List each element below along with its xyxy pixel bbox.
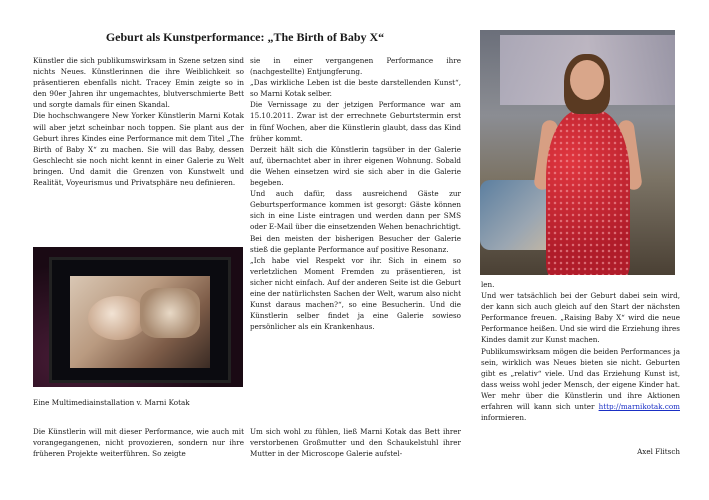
column-2-bottom [250,426,461,459]
column-1-bottom [33,426,244,459]
paragraph: Und auch dafür, dass ausreichend Gäste zur Geburtsperformance kommen ist gesorgt: Gäste können sich in eine Liste eintragen und werden dann per SMS oder E-Mail über die einsetzenden Wehen benachrichtigt. [250,189,461,232]
paragraph: Die hochschwangere New Yorker Künstlerin Marni Kotak will aber jetzt scheinbar noch toppen. Sie plant aus der Geburt ihres Kindes eine Performance mit dem Titel „The Birth of Baby X“ zu machen. Sie will das Baby, dessen Geschlecht sie noch nicht kennt in einer Galerie zu Welt bringen. Und damit die Grenzen von Kunstwelt und Realität, Voyeurismus und Privatsphäre neu definieren. [33,111,244,188]
photo-caption: Eine Multimediainstallation v. Marni Kotak [33,398,190,407]
paragraph: Um sich wohl zu fühlen, ließ Marni Kotak das Bett ihrer verstorbenen Großmutter und den Schaukelstuhl ihrer Mutter in der Microscope Galerie aufstel- [250,427,461,459]
paragraph: Die Vernissage zu der jetzigen Performance war am 15.10.2011. Zwar ist der errechnete Geburtstermin erst in fünf Wochen, aber die Künstlerin glaubt, dass das Kind früher kommt. [250,100,461,143]
column-1 [33,55,244,188]
paragraph: Und wer tatsächlich bei der Geburt dabei sein wird, der kann sich auch gleich auf den Start der nächsten Performance freuen. „Raising Baby X“ wird die neue Performance heißen. Und sie wird die Erziehung ihres Kindes damit zur Kunst machen. [481,291,680,345]
paragraph: „Das wirkliche Leben ist die beste darstellenden Kunst“, so Marni Kotak selber. [250,78,461,99]
article-title: Geburt als Kunstperformance: „The Birth of Baby X“ [105,30,385,44]
artist-photo [480,30,675,275]
column-2 [250,55,461,332]
paragraph: Derzeit hält sich die Künstlerin tagsüber in der Galerie auf, übernachtet aber in ihrer eigenen Wohnung. Sobald die Wehen einsetzen wird sie sich aber in die Galerie begeben. [250,144,461,188]
paragraph: „Ich habe viel Respekt vor ihr. Sich in einem so verletzlichen Moment Fremden zu präsentieren, ist sicher nicht einfach. Auf der anderen Seite ist die Geburt eine der natürlichsten Sachen der Welt, warum also nicht Kunst daraus machen?“, so eine Besucherin. Und die Künstlerin selber findet ja eine Galerie sowieso persönlicher als ein Krankenhaus. [250,255,461,332]
paragraph: Künstler die sich publikumswirksam in Szene setzen sind nichts Neues. Künstlerinnen die ihre Weiblichkeit so präsentieren ebenfalls nicht. Tracey Emin zeigte so in den 90er Jahren ihr ungemachtes, blutverschmierte Bett und sorgte damals für einen Skandal. [33,56,244,110]
paragraph: Die Künstlerin will mit dieser Performance, wie auch mit vorangegangenen, nicht provozieren, sondern nur ihre früheren Projekte weiterführen. So zeigte [33,427,244,459]
paragraph-end: informieren. [481,413,527,423]
paragraph: sie in einer vergangenen Performance ihre (nachgestellte) Entjungferung. [250,56,461,77]
multimedia-installation-photo [33,247,243,387]
paragraph [481,346,680,424]
paragraph: Bei den meisten der bisherigen Besucher der Galerie stieß die geplante Performance auf positive Resonanz. [250,233,461,254]
paragraph-text: Publikumswirksam mögen die beiden Performances ja sein, wirklich was Neues bieten sie nicht. Geburten gibt es „relativ“ viele. Und das Erziehung Kunst ist, dass weiss wohl jeder Mensch, der eigene Kinder hat. Wer mehr über die Künstlerin und ihre Aktionen erfahren will kann sich unter [481,346,680,412]
artist-website-link[interactable]: http://marnikotak.com [598,402,680,412]
tv-screen [49,257,231,383]
paragraph: len. [481,280,495,289]
author-name: Axel Flitsch [637,447,680,456]
column-3 [481,279,680,423]
